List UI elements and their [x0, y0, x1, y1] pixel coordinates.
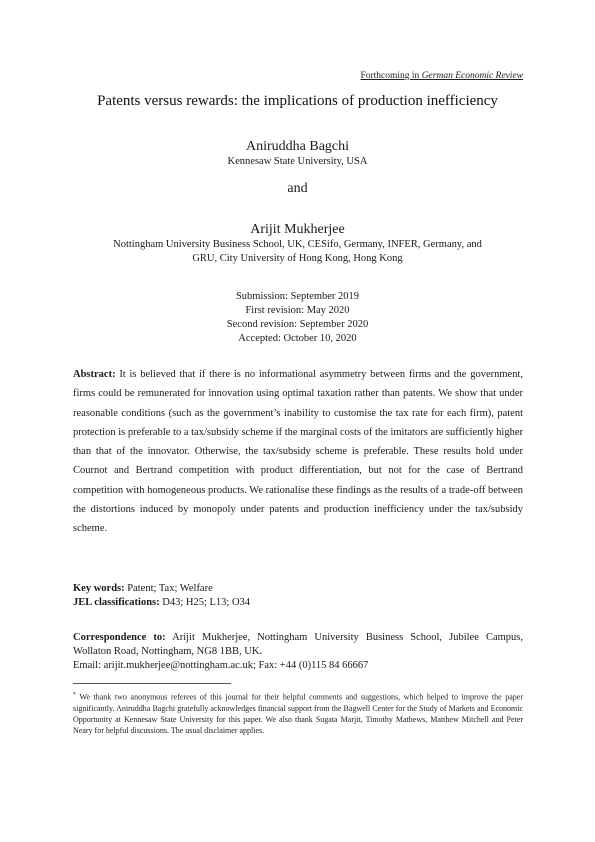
author1-name: Aniruddha Bagchi [245, 139, 350, 154]
author2-name: Arijit Mukherjee [250, 222, 345, 237]
jel-text: D43; H25; L13; O34 [159, 596, 251, 608]
correspondence-text: Arijit Mukherjee, Nottingham University Business School, Jubilee Campus, Wollaton Road, Nottingham, NG8 1BB, UK. [73, 632, 524, 657]
correspondence-contact: Email: arijit.mukherjee@nottingham.ac.uk; Fax: +44 (0)115 84 66667 [73, 660, 369, 671]
footnote-divider [73, 683, 231, 684]
correspondence-address [73, 631, 523, 659]
forthcoming-note [360, 71, 523, 81]
journal-name: German Economic Review [421, 71, 523, 81]
keywords-block [73, 582, 523, 609]
jel-line [73, 596, 523, 610]
author2-affiliation-line1: Nottingham University Business School, UK, CESifo, Germany, INFER, Germany, and [113, 239, 482, 250]
correspondence-block [73, 631, 523, 673]
first-revision-date: First revision: May 2020 [245, 305, 350, 316]
and-separator: and [287, 181, 308, 196]
author2-affiliation-line2: GRU, City University of Hong Kong, Hong Kong [192, 253, 403, 264]
correspondence-label: Correspondence to: [73, 632, 166, 643]
forthcoming-prefix: Forthcoming in [360, 71, 422, 81]
paper-title: Patents versus rewards: the implications of production inefficiency [97, 93, 498, 109]
footnote-marker: * [73, 692, 76, 698]
abstract-label: Abstract: [73, 369, 116, 380]
second-revision-date: Second revision: September 2020 [226, 319, 369, 330]
author1-block [0, 139, 595, 169]
abstract-text: It is believed that if there is no informational asymmetry between firms and the government, firms could be remunerated for innovation using optimal taxation rather than patents. We show that under reasonable conditions (such as the government’s inability to customise the tax rate for each firm), patent protection is preferable to a tax/subsidy scheme if the marginal costs of the imitators are sufficiently higher than that of the innovator. Otherwise, the tax/subsidy scheme is preferable. These results hold under Cournot and Bertrand competition with product differentiation, but not for the case of Bertrand competition with homogeneous products. We rationalise these findings as the results of a trade-off between the distortions induced by monopoly under patents and production inefficiency under the tax/subsidy scheme. [73, 369, 523, 535]
jel-label: JEL classifications: [73, 596, 160, 608]
keywords-text: Patent; Tax; Welfare [124, 583, 213, 594]
abstract [73, 365, 523, 539]
dates-block [0, 290, 595, 346]
footnote [73, 690, 523, 736]
author1-affiliation: Kennesaw State University, USA [227, 156, 368, 167]
keywords-line [73, 582, 523, 596]
footnote-text: We thank two anonymous referees of this journal for their helpful comments and suggestions, which helped to improve the paper significantly. Aniruddha Bagchi gratefully acknowledges financial support from the Bagwell Center for the Study of Markets and Economic Opportunity at Kennesaw State University for this paper. We also thank Sugata Marjit, Timothy Mathews, Matthew Mitchell and Peter Neary for helpful discussions. The usual disclaimer applies. [73, 692, 523, 735]
accepted-date: Accepted: October 10, 2020 [238, 333, 357, 344]
keywords-label: Key words: [73, 583, 125, 594]
author2-block [0, 222, 595, 266]
submission-date: Submission: September 2019 [235, 291, 360, 302]
